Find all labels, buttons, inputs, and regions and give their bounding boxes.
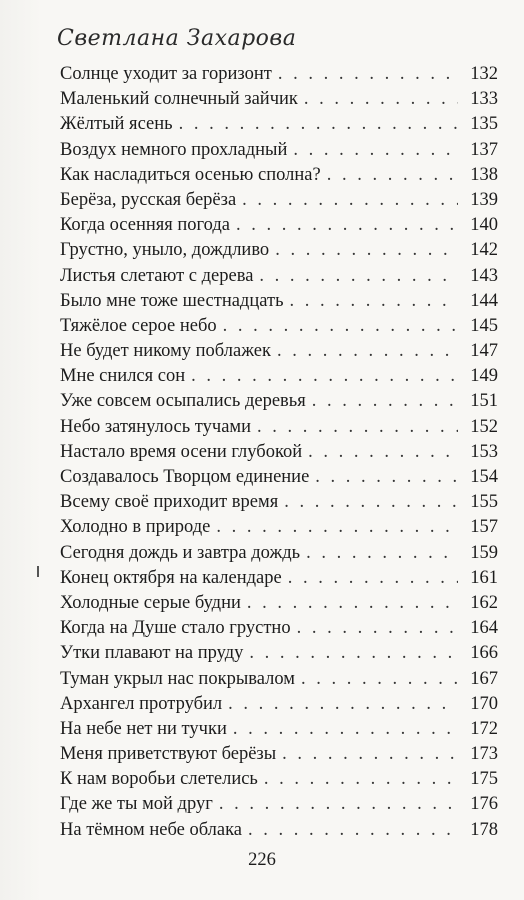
toc-entry-page: 138 [470,164,498,185]
toc-entry-page: 178 [470,819,498,840]
toc-entry [60,62,498,87]
dot-leader [278,62,458,87]
toc-entry-page: 143 [470,265,498,286]
toc-entry-page: 151 [470,391,498,412]
dot-leader [275,238,458,263]
toc-entry [60,490,498,515]
toc-entry-title: Солнце уходит за горизонт [60,64,272,84]
toc-entry [60,767,498,792]
toc-entry-page: 139 [470,189,498,210]
toc-entry-page: 135 [470,114,498,135]
table-of-contents [60,62,498,843]
toc-entry-title: На тёмном небе облака [60,819,243,840]
toc-entry-page: 157 [470,517,498,538]
dot-leader [242,188,458,213]
dot-leader [247,591,458,616]
toc-entry [60,440,498,465]
dot-leader [301,667,458,692]
toc-entry-title: Как насладиться осенью сполна? [60,164,321,185]
toc-entry-page: 173 [470,744,498,765]
dot-leader [233,717,458,742]
toc-entry-title: Холодные серые будни [60,592,241,613]
toc-entry-page: 164 [470,618,498,639]
toc-entry-title: Холодно в природе [60,517,211,538]
toc-entry [60,692,498,717]
toc-entry [60,818,498,843]
dot-leader [216,515,458,540]
toc-entry-page: 159 [470,542,498,563]
toc-entry-page: 147 [470,341,498,362]
toc-entry-page: 162 [470,592,498,613]
toc-entry-title: Жёлтый ясень [60,114,173,135]
toc-entry [60,667,498,692]
toc-entry [60,87,498,112]
toc-entry [60,238,498,263]
toc-entry-title: Не будет никому поблажек [60,341,271,362]
toc-entry [60,112,498,137]
toc-entry-title: Маленький солнечный зайчик [60,89,298,110]
dot-leader [290,289,459,314]
toc-entry-title: Грустно, уныло, дождливо [60,240,270,261]
toc-entry [60,389,498,414]
dot-leader [257,415,458,440]
toc-entry [60,641,498,666]
toc-entry-title: Утки плавают на пруду [60,643,244,664]
toc-entry-page: 133 [470,89,498,110]
dot-leader [327,163,458,188]
toc-entry [60,792,498,817]
dot-leader [282,742,458,767]
toc-entry [60,314,498,339]
toc-entry-page: 175 [470,769,498,790]
toc-entry-title: Листья слетают с дерева [60,265,254,286]
toc-entry-page: 145 [470,315,498,336]
dot-leader [312,389,458,414]
dot-leader [297,616,458,641]
toc-entry [60,515,498,540]
toc-entry-title: Берёза, русская берёза [60,189,237,210]
dot-leader [191,364,458,389]
dot-leader [228,692,458,717]
dot-leader [179,112,458,137]
toc-entry-title: Когда осенняя погода [60,215,231,236]
toc-entry [60,264,498,289]
dot-leader [306,541,458,566]
toc-entry [60,717,498,742]
toc-entry [60,541,498,566]
toc-entry-page: 154 [470,467,498,487]
toc-entry-page: 155 [470,492,498,513]
toc-entry-title: Когда на Душе стало грустно [60,618,291,639]
dot-leader [284,490,458,515]
toc-entry [60,616,498,641]
toc-entry-page: 176 [470,794,498,815]
toc-entry [60,566,498,591]
toc-entry-title: К нам воробьи слетелись [60,769,258,790]
toc-entry-title: Воздух немного прохладный [60,139,288,160]
toc-entry-title: Тяжёлое серое небо [60,315,217,336]
toc-entry-title: Архангел протрубил [60,693,223,714]
toc-entry-page: 170 [470,693,498,714]
toc-entry-page: 144 [470,290,498,311]
toc-entry-page: 142 [470,240,498,261]
dot-leader [308,440,458,465]
toc-entry-title: Меня приветствуют берёзы [60,744,277,765]
toc-entry [60,742,498,767]
toc-entry-title: Где же ты мой друг [60,794,213,815]
dot-leader [277,339,458,364]
toc-entry [60,163,498,188]
toc-entry [60,339,498,364]
toc-entry [60,591,498,616]
toc-entry [60,188,498,213]
dot-leader [259,264,458,289]
toc-entry-page: 166 [470,643,498,664]
toc-entry-page: 149 [470,366,498,387]
toc-entry-page: 167 [470,668,498,689]
dot-leader [219,792,458,817]
dot-leader [249,641,458,666]
toc-entry-page: 161 [470,567,498,588]
toc-entry-title: Мне снился сон [60,366,186,387]
toc-entry-page: 140 [470,215,498,236]
toc-entry-title: На небе нет ни тучки [60,718,227,739]
dot-leader [315,465,458,490]
toc-entry [60,465,498,490]
dot-leader [248,818,458,843]
toc-entry-title: Всему своё приходит время [60,492,279,513]
toc-entry-page: 153 [470,441,498,462]
dot-leader [304,87,458,112]
dot-leader [293,138,458,163]
toc-entry-title: Было мне тоже шестнадцать [60,290,284,311]
toc-entry-page: 172 [470,718,498,739]
toc-entry-title: Настало время осени глубокой [60,441,303,462]
toc-entry-page: 152 [470,416,498,437]
toc-entry [60,415,498,440]
toc-entry [60,213,498,238]
toc-entry [60,289,498,314]
toc-entry-title: Уже совсем осыпались деревья [60,391,306,412]
dot-leader [223,314,458,339]
toc-entry-title: Туман укрыл нас покрывалом [60,668,295,689]
toc-entry [60,138,498,163]
toc-entry-title: Создавалось Творцом единение [60,467,310,487]
dot-leader [236,213,458,238]
page-number: 226 [248,850,276,870]
dot-leader [264,767,458,792]
toc-entry-title: Конец октября на календаре [60,567,282,588]
toc-entry-page: 132 [470,64,498,84]
running-head-author: Светлана Захарова [57,26,297,51]
toc-entry [60,364,498,389]
margin-mark [37,566,39,577]
toc-entry-title: Сегодня дождь и завтра дождь [60,542,301,563]
toc-entry-page: 137 [470,139,498,160]
dot-leader [288,566,458,591]
toc-entry-title: Небо затянулось тучами [60,416,252,437]
